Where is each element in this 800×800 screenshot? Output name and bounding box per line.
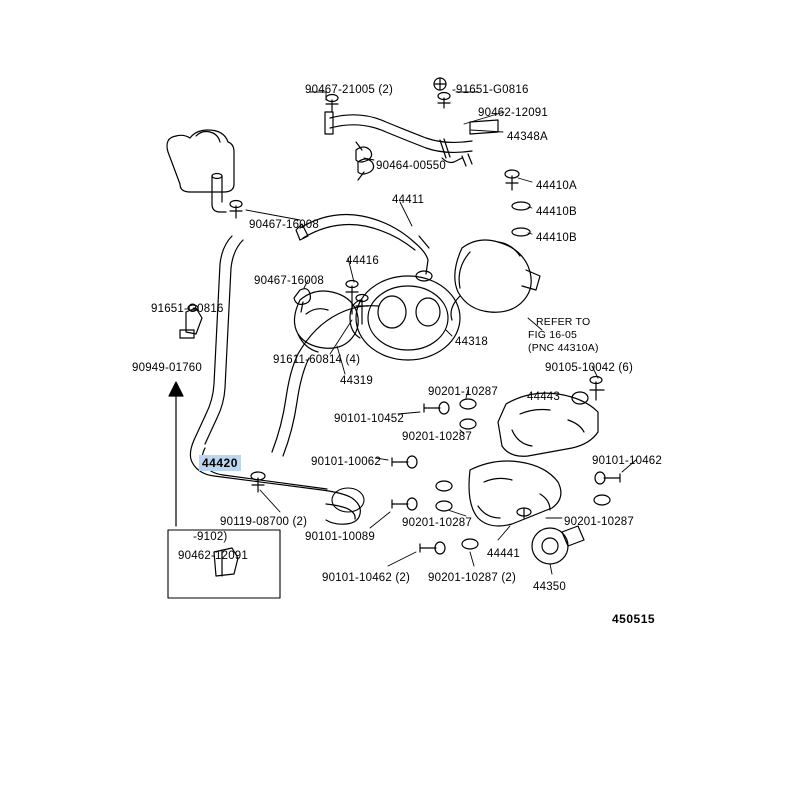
refer-note-line2: FIG 16-05 <box>528 329 578 341</box>
part-label[interactable]: 44318 <box>455 336 488 348</box>
part-label[interactable]: -91651-G0816 <box>452 84 529 96</box>
part-label[interactable]: 90101-10452 <box>334 413 404 425</box>
part-label[interactable]: 90467-16008 <box>249 219 319 231</box>
part-label[interactable]: 91651-G0816 <box>151 303 224 315</box>
part-label[interactable]: 90101-10062 <box>311 456 381 468</box>
diagram-id-code: 450515 <box>612 612 656 626</box>
refer-note-line1: REFER TO <box>536 316 591 328</box>
part-label[interactable]: 90101-10462 <box>592 455 662 467</box>
part-label[interactable]: 44319 <box>340 375 373 387</box>
part-label[interactable]: 90467-16008 <box>254 275 324 287</box>
part-label[interactable]: 90105-10042 (6) <box>545 362 634 374</box>
part-label[interactable]: 44411 <box>392 194 425 206</box>
part-label[interactable]: 44416 <box>346 255 379 267</box>
part-label[interactable]: 44348A <box>507 131 548 143</box>
part-label[interactable]: 91611-60814 (4) <box>273 354 361 366</box>
date-note: -9102) <box>193 531 228 543</box>
part-label[interactable]: 90201-10287 <box>564 516 634 528</box>
part-label[interactable]: 90101-10462 (2) <box>322 572 411 584</box>
part-label[interactable]: 44410A <box>536 180 577 192</box>
part-label[interactable]: 90101-10089 <box>305 531 375 543</box>
part-label[interactable]: 44441 <box>487 548 520 560</box>
part-label[interactable]: 44350 <box>533 581 566 593</box>
part-label[interactable]: 44410B <box>536 232 577 244</box>
inset-part-label: 90462-12091 <box>178 550 248 562</box>
highlighted-part-number[interactable]: 44420 <box>199 455 241 471</box>
part-label[interactable]: 90462-12091 <box>478 107 548 119</box>
part-label[interactable]: 44410B <box>536 206 577 218</box>
part-label[interactable]: 90949-01760 <box>132 362 202 374</box>
part-label[interactable]: 90467-21005 (2) <box>305 84 394 96</box>
refer-note-line3: (PNC 44310A) <box>528 342 599 354</box>
part-label[interactable]: 90119-08700 (2) <box>220 516 308 528</box>
part-label[interactable]: 90201-10287 <box>428 386 498 398</box>
part-label[interactable]: 90201-10287 (2) <box>428 572 517 584</box>
part-label[interactable]: 90201-10287 <box>402 517 472 529</box>
part-label[interactable]: 90464-00550 <box>376 160 446 172</box>
part-label[interactable]: 44443 <box>527 391 560 403</box>
part-label[interactable]: 90201-10287 <box>402 431 472 443</box>
